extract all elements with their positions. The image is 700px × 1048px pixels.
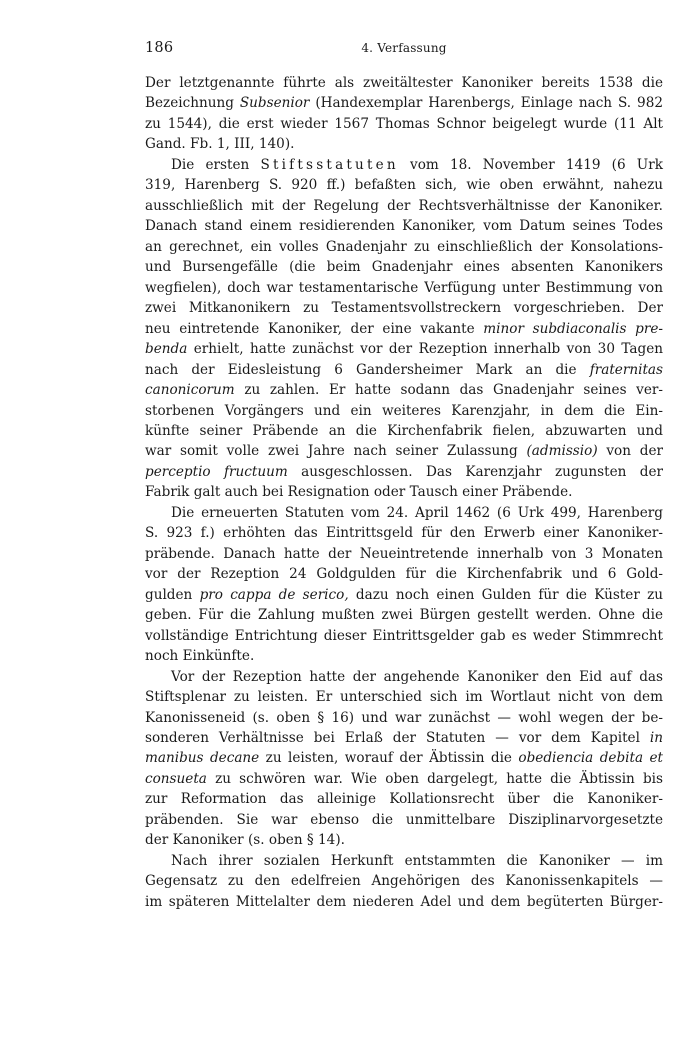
text-line xyxy=(145,585,663,605)
text-line xyxy=(145,114,663,134)
text-segment: Die ersten xyxy=(171,156,261,173)
running-head: 4. Verfassung xyxy=(361,41,447,55)
text-segment: Bezeichnung xyxy=(145,95,240,112)
text-segment: zur Reformation das alleinige Kollationsrecht über die Kanoniker- xyxy=(145,791,663,808)
text-line xyxy=(145,155,663,175)
text-line xyxy=(145,462,663,482)
text-line xyxy=(145,360,663,380)
italic-text: manibus decane xyxy=(145,750,260,767)
text-segment: zu schwören war. Wie oben dargelegt, hatte die Äbtissin bis xyxy=(206,770,663,787)
text-segment: noch Einkünfte. xyxy=(145,648,255,665)
text-line xyxy=(145,871,663,891)
text-line xyxy=(145,421,663,441)
text-segment: wegfielen), doch war testamentarische Verfügung unter Bestimmung von xyxy=(145,279,663,296)
text-line xyxy=(145,134,663,154)
text-segment: Nach ihrer sozialen Herkunft entstammten die Kanoniker — im xyxy=(171,852,663,869)
text-segment: storbenen Vorgängers und ein weiteres Karenzjahr, in dem die Ein- xyxy=(145,402,663,419)
text-segment: Stiftsplenar zu leisten. Er unterschied sich im Wortlaut nicht von dem xyxy=(145,689,663,706)
text-segment: Kanonisseneid (s. oben § 16) und war zunächst — wohl wegen der be- xyxy=(145,709,663,726)
text-line xyxy=(145,851,663,871)
text-segment: erhielt, hatte zunächst vor der Rezeption innerhalb von 30 Tagen xyxy=(187,341,663,358)
text-segment: zu leisten, worauf der Äbtissin die xyxy=(259,750,519,767)
italic-text: benda xyxy=(145,341,188,358)
text-line xyxy=(145,646,663,666)
italic-text: in xyxy=(649,730,663,746)
page-header xyxy=(145,40,663,60)
text-segment: von der xyxy=(597,443,663,460)
text-segment: S. 923 f.) erhöhten das Eintrittsgeld für den Erwerb einer Kanoniker- xyxy=(145,525,663,542)
italic-text: Subsenior xyxy=(239,95,310,112)
italic-text: obediencia debita et xyxy=(518,750,664,767)
text-line xyxy=(145,687,663,707)
text-segment: Vor der Rezeption hatte der angehende Kanoniker den Eid auf das xyxy=(171,668,663,685)
page-number: 186 xyxy=(145,40,174,56)
text-line xyxy=(145,748,663,768)
text-segment: vollständige Entrichtung dieser Eintrittsgelder gab es weder Stimmrecht xyxy=(145,627,663,644)
text-segment: zu zahlen. Er hatte sodann das Gnadenjahr seines ver- xyxy=(234,382,663,399)
text-line xyxy=(145,728,663,748)
text-line xyxy=(145,401,663,421)
italic-text: canonicorum xyxy=(145,382,235,399)
text-segment: Gegensatz zu den edelfreien Angehörigen des Kanonissenkapitels — xyxy=(145,873,663,890)
text-line xyxy=(145,278,663,298)
text-segment: (Handexemplar Harenbergs, Einlage nach S. 982 xyxy=(309,95,663,112)
text-segment: an gerechnet, ein volles Gnadenjahr zu einschließlich der Konsolations- xyxy=(145,238,663,255)
text-segment: zu 1544), die erst wieder 1567 Thomas Schnor beigelegt wurde (11 Alt xyxy=(145,115,663,132)
italic-text: fraternitas xyxy=(589,361,663,378)
italic-text: minor subdiaconalis pre- xyxy=(483,320,663,337)
text-segment: 319, Harenberg S. 920 ff.) befaßten sich, wie oben erwähnt, nahezu xyxy=(145,177,663,194)
spaced-text: Stiftsstatuten xyxy=(260,156,399,173)
text-line xyxy=(145,789,663,809)
text-line xyxy=(145,830,663,850)
text-segment: Der letztgenannte führte als zweitältester Kanoniker bereits 1538 die xyxy=(145,75,663,91)
text-segment: dazu noch einen Gulden für die Küster zu xyxy=(348,586,663,603)
text-line xyxy=(145,523,663,543)
text-line xyxy=(145,175,663,195)
text-segment: und Bursengefälle (die beim Gnadenjahr eines absenten Kanonikers xyxy=(145,259,663,276)
text-segment: vor der Rezeption 24 Goldgulden für die Kirchenfabrik und 6 Gold- xyxy=(145,566,663,583)
text-segment: der Kanoniker (s. oben § 14). xyxy=(145,832,345,849)
text-line xyxy=(145,503,663,523)
text-line xyxy=(145,626,663,646)
text-segment: präbende. Danach hatte der Neueintretende innerhalb von 3 Monaten xyxy=(145,545,663,562)
text-segment: neu eintretende Kanoniker, der eine vakante xyxy=(145,320,484,337)
text-line xyxy=(145,482,663,502)
text-segment: gulden xyxy=(145,586,200,603)
text-line xyxy=(145,892,663,912)
text-segment: sonderen Verhältnisse bei Erlaß der Statuten — vor dem Kapitel xyxy=(145,730,650,746)
text-segment: geben. Für die Zahlung mußten zwei Bürgen gestellt werden. Ohne die xyxy=(145,607,663,624)
text-line xyxy=(145,257,663,277)
text-line xyxy=(145,339,663,359)
text-segment: künfte seiner Präbende an die Kirchenfabrik fielen, abzuwarten und xyxy=(145,422,663,439)
text-segment: Gand. Fb. 1, III, 140). xyxy=(145,136,295,153)
text-segment: Danach stand einem residierenden Kanoniker, vom Datum seines Todes xyxy=(145,218,663,235)
italic-text: perceptio fructuum xyxy=(145,463,288,480)
italic-text: pro cappa de serico, xyxy=(199,586,349,603)
text-line xyxy=(145,298,663,318)
text-segment: ausgeschlossen. Das Karenzjahr zugunsten der xyxy=(287,463,663,480)
body-text xyxy=(145,73,663,912)
text-segment: Die erneuerten Statuten vom 24. April 1462 (6 Urk 499, Harenberg xyxy=(171,504,663,521)
italic-text: (admissio) xyxy=(526,443,598,460)
text-segment: nach der Eidesleistung 6 Gandersheimer Mark an die xyxy=(145,361,590,378)
text-line xyxy=(145,667,663,687)
text-line xyxy=(145,544,663,564)
text-line xyxy=(145,441,663,461)
text-segment: im späteren Mittelalter dem niederen Adel und dem begüterten Bürger- xyxy=(145,893,663,910)
text-line xyxy=(145,605,663,625)
text-line xyxy=(145,73,663,93)
italic-text: consueta xyxy=(145,770,207,787)
text-segment: präbenden. Sie war ebenso die unmittelbare Disziplinarvorgesetzte xyxy=(145,811,663,828)
text-segment: vom 18. November 1419 (6 Urk xyxy=(398,156,663,173)
text-line xyxy=(145,564,663,584)
text-segment: zwei Mitkanonikern zu Testamentsvollstreckern vorgeschrieben. Der xyxy=(145,300,663,317)
text-segment: war somit volle zwei Jahre nach seiner Zulassung xyxy=(145,443,527,460)
text-segment: ausschließlich mit der Regelung der Rechtsverhältnisse der Kanoniker. xyxy=(145,197,663,214)
text-segment: Fabrik galt auch bei Resignation oder Tausch einer Präbende. xyxy=(145,484,573,501)
text-line xyxy=(145,93,663,113)
text-line xyxy=(145,319,663,339)
text-line xyxy=(145,380,663,400)
text-line xyxy=(145,810,663,830)
text-line xyxy=(145,708,663,728)
text-line xyxy=(145,769,663,789)
text-line xyxy=(145,196,663,216)
text-line xyxy=(145,216,663,236)
text-line xyxy=(145,237,663,257)
